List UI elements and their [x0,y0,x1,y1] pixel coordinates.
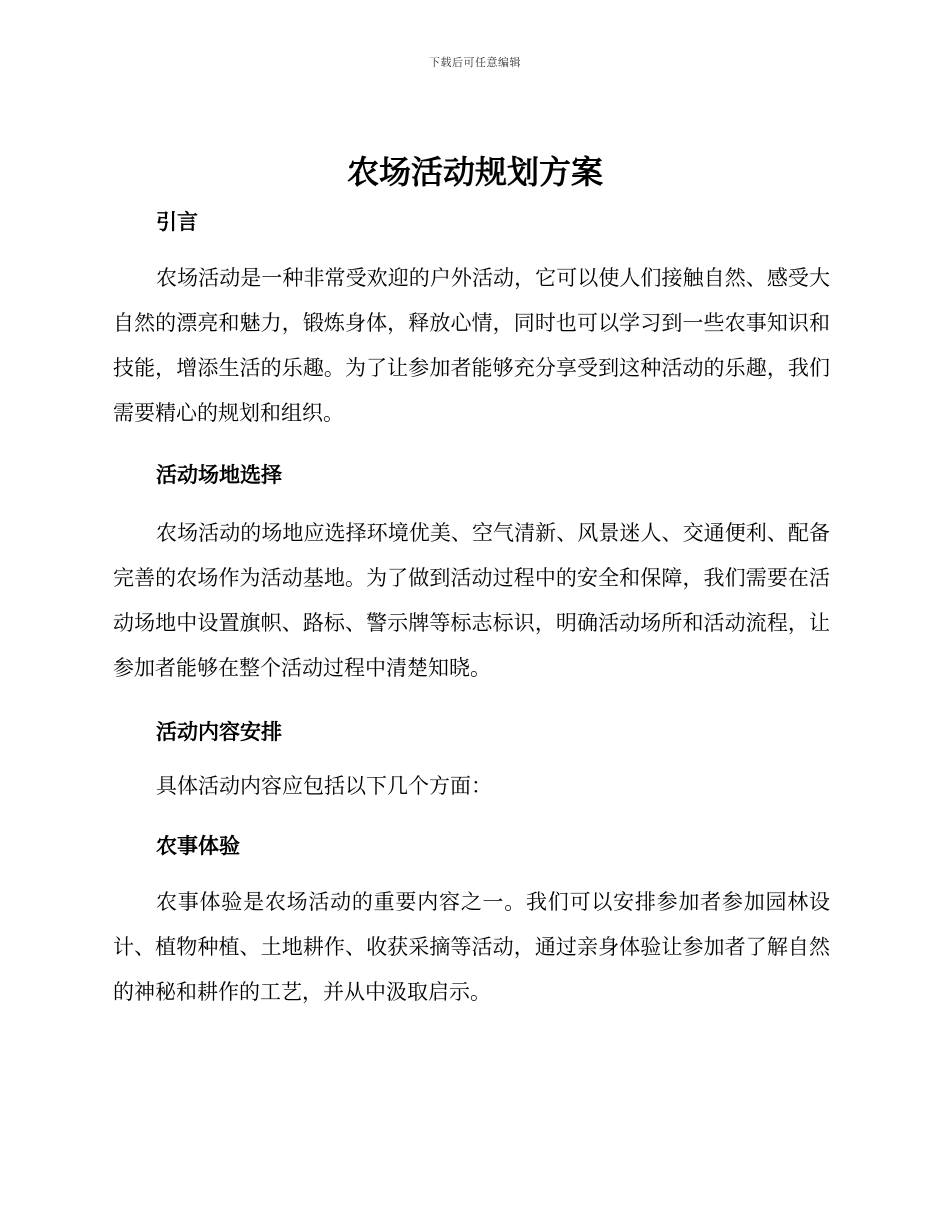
section-body-farming: 农事体验是农场活动的重要内容之一。我们可以安排参加者参加园林设计、植物种植、土地耕作、收获采摘等活动，通过亲身体验让参加者了解自然的神秘和耕作的工艺，并从中汲取启示。 [113,890,830,1004]
document-title: 农场活动规划方案 [346,153,603,191]
section-body-intro: 农场活动是一种非常受欢迎的户外活动，它可以使人们接触自然、感受大自然的漂亮和魅力，锻炼身体，释放心情，同时也可以学习到一些农事知识和技能，增添生活的乐趣。为了让参加者能够充分享受到这种活动的乐趣，我们需要精心的规划和组织。 [113,266,830,425]
section-body-venue: 农场活动的场地应选择环境优美、空气清新、风景迷人、交通便利、配备完善的农场作为活动基地。为了做到活动过程中的安全和保障，我们需要在活动场地中设置旗帜、路标、警示牌等标志标识，明确活动场所和活动流程，让参加者能够在整个活动过程中清楚知晓。 [113,521,830,680]
section-heading-intro: 引言 [156,210,198,234]
header-note: 下载后可任意编辑 [429,56,521,69]
section-heading-venue: 活动场地选择 [156,463,282,487]
document-body [113,204,830,1015]
section-body-content: 具体活动内容应包括以下几个方面： [156,774,492,798]
section-heading-farming: 农事体验 [156,834,240,858]
section-heading-content: 活动内容安排 [156,720,282,744]
